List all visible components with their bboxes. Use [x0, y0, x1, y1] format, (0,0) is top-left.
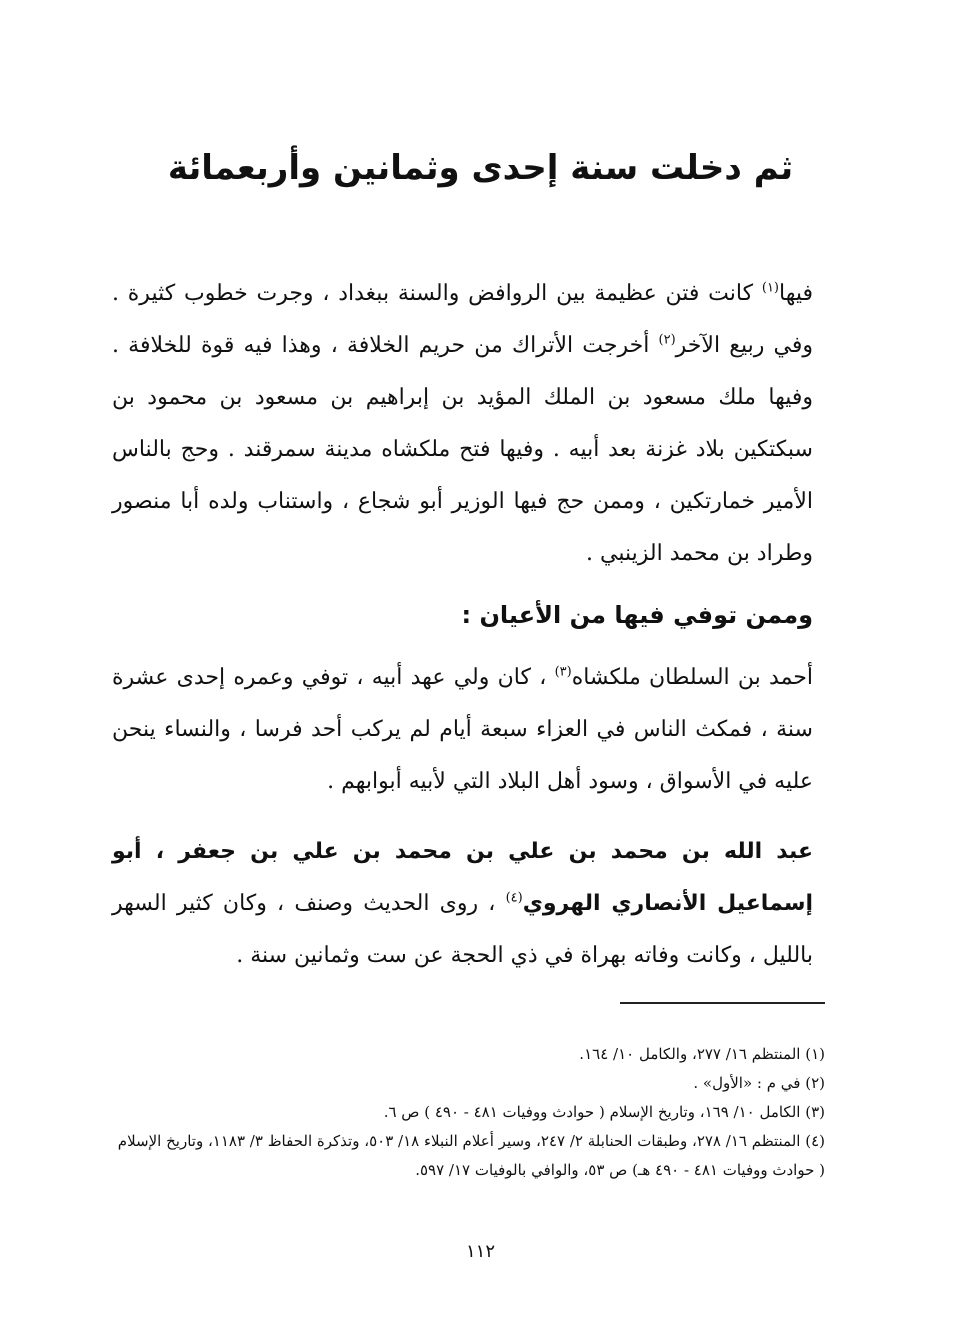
footnote-divider — [620, 1002, 825, 1004]
paragraph-events-text-continued: أخرجت الأتراك من حريم الخلافة ، وهذا فيه قوة للخلافة . وفيها ملك مسعود بن الملك المؤيد بن إبراهيم بن مسعود بن محمود بن سبكتكين بلاد غزنة بعد أبيه . وفيها فتح ملكشاه مدينة سمرقند . وحج بالناس الأمير خمارتكين ، وممن حج فيها الوزير أبو شجاع ، واستناب ولده أبا منصور وطراد بن محمد الزينبي . — [112, 333, 813, 566]
footnote-ref-4[interactable]: (٤) — [505, 890, 523, 906]
section-heading-deaths: وممن توفي فيها من الأعيان : — [461, 601, 813, 629]
footnote-item: (١) المنتظم ١٦/ ٢٧٧، والكامل ١٠/ ١٦٤. — [579, 1045, 825, 1063]
paragraph-events-lead: فيها — [779, 281, 813, 306]
biography-text: ، روى الحديث وصنف ، وكان كثير السهر بالليل ، وكانت وفاته بهراة في ذي الحجة عن ست وثمانين سنة . — [112, 891, 813, 968]
footnote-item: (٢) في م : «الأول» . — [693, 1074, 825, 1092]
page-number: ١١٢ — [465, 1241, 495, 1262]
footnote-ref-1[interactable]: (١) — [761, 280, 779, 296]
biography-name: عبد الله بن محمد بن علي بن محمد بن علي بن جعفر ، أبو إسماعيل الأنصاري الهروي — [112, 839, 813, 916]
biography-name: أحمد بن السلطان ملكشاه — [571, 665, 814, 690]
biography-entry — [112, 652, 813, 808]
footnote-item: (٣) الكامل ١٠/ ١٦٩، وتاريخ الإسلام ( حوادث ووفيات ٤٨١ - ٤٩٠ ) ص ٦. — [383, 1103, 825, 1121]
paragraph-events-text: كانت فتن عظيمة بين الروافض والسنة ببغداد ، وجرت خطوب كثيرة . وفي ربيع الآخر — [112, 281, 813, 358]
footnote-ref-3[interactable]: (٣) — [554, 664, 572, 680]
footnote-item: (٤) المنتظم ١٦/ ٢٧٨، وطبقات الحنابلة ٢/ ٢٤٧، وسير أعلام النبلاء ١٨/ ٥٠٣، وتذكرة الحفاظ ٣/ ١١٨٣، وتاريخ الإسلام ( حوادث ووفيات ٤٨١ - ٤٩٠ هـ) ص ٥٣، والوافي بالوفيات ١٧/ ٥٩٧. — [117, 1132, 825, 1179]
footnotes-list — [110, 1040, 825, 1185]
biography-text: ، كان ولي عهد أبيه ، توفي وعمره إحدى عشرة سنة ، فمكث الناس في العزاء سبعة أيام لم يركب أحد فرسا ، والنساء ينحن عليه في الأسواق ، وسود أهل البلاد التي لأبيه أبوابهم . — [112, 665, 813, 794]
biography-entry — [112, 826, 813, 982]
chapter-title: ثم دخلت سنة إحدى وثمانين وأربعمائة — [167, 148, 794, 188]
footnote-ref-2[interactable]: (٢) — [658, 332, 676, 348]
paragraph-events — [112, 268, 813, 580]
